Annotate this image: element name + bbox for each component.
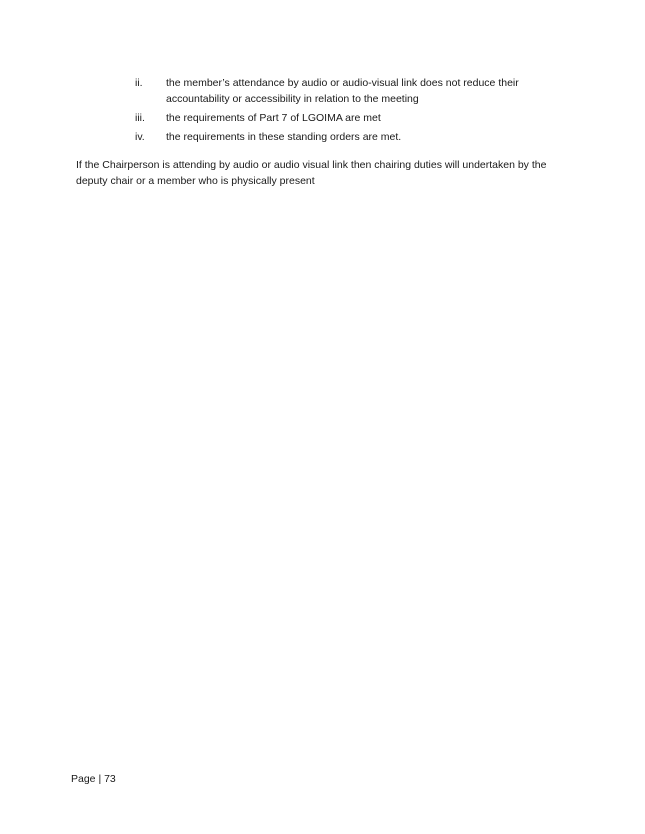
list-item	[135, 75, 555, 107]
chairperson-paragraph: If the Chairperson is attending by audio or audio visual link then chairing duties will undertaken by the deputy chair or a member who is physically present	[76, 159, 547, 187]
requirements-list	[135, 75, 555, 148]
list-item	[135, 129, 555, 145]
list-item-text: the member’s attendance by audio or audio-visual link does not reduce their accountability or accessibility in relation to the meeting	[166, 77, 519, 105]
list-item	[135, 110, 555, 126]
list-marker: iv.	[135, 131, 145, 143]
list-marker: iii.	[135, 112, 145, 124]
list-marker: ii.	[135, 77, 143, 89]
list-item-text: the requirements in these standing orders are met.	[166, 131, 402, 143]
page-number-footer: Page | 73	[71, 773, 116, 785]
list-item-text: the requirements of Part 7 of LGOIMA are met	[166, 112, 381, 124]
